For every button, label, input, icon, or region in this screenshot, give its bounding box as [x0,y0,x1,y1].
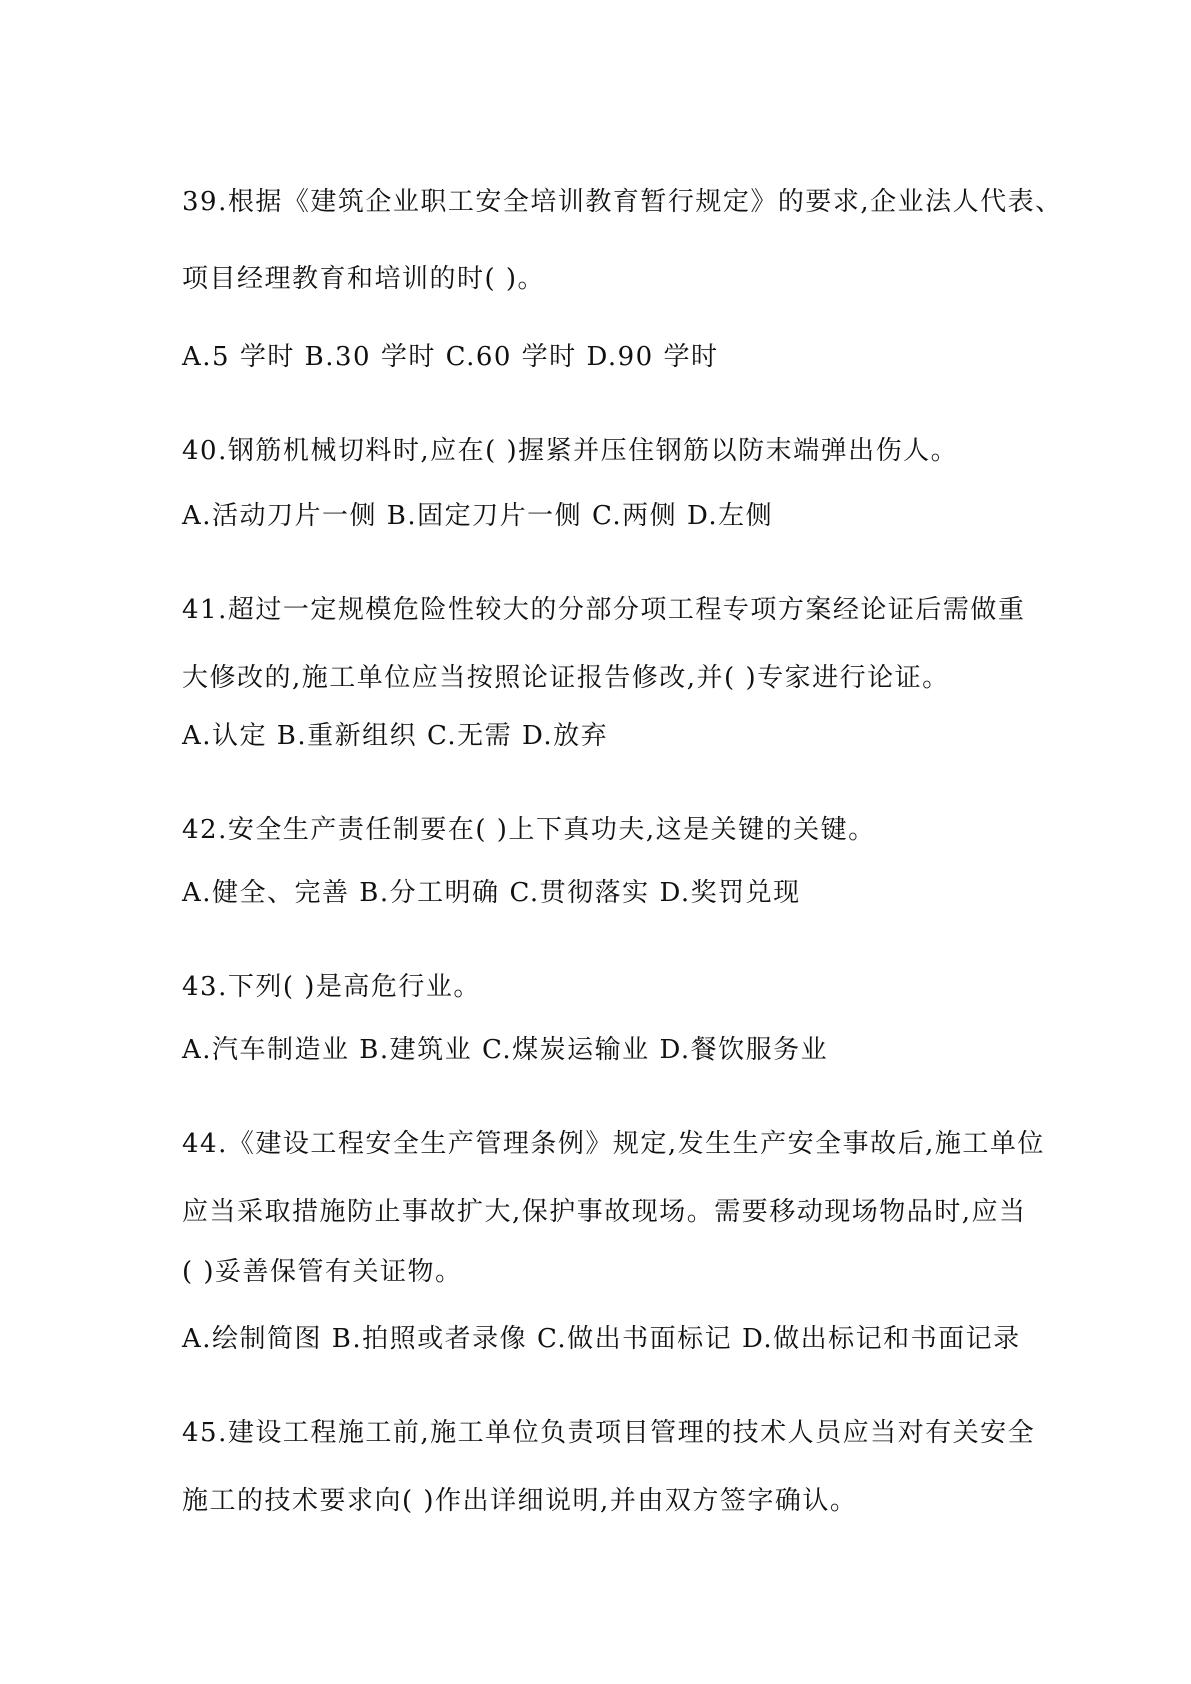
question-40-stem-line-1: 40.钢筋机械切料时,应在( )握紧并压住钢筋以防末端弹出伤人。 [182,436,959,466]
question-44-stem-line-1: 44.《建设工程安全生产管理条例》规定,发生生产安全事故后,施工单位 [182,1129,1045,1159]
question-44-stem-line-2: 应当采取措施防止事故扩大,保护事故现场。需要移动现场物品时,应当 [182,1197,1027,1227]
question-41-options: A.认定 B.重新组织 C.无需 D.放弃 [182,721,609,751]
question-39-stem-line-2: 项目经理教育和培训的时( )。 [182,264,546,294]
question-39-options: A.5 学时 B.30 学时 C.60 学时 D.90 学时 [182,342,719,372]
question-43-stem-line-1: 43.下列( )是高危行业。 [182,972,481,1002]
question-44-options: A.绘制简图 B.拍照或者录像 C.做出书面标记 D.做出标记和书面记录 [182,1324,1021,1354]
question-40-options: A.活动刀片一侧 B.固定刀片一侧 C.两侧 D.左侧 [182,501,774,531]
question-45-stem-line-1: 45.建设工程施工前,施工单位负责项目管理的技术人员应当对有关安全 [182,1418,1036,1448]
question-44-stem-line-3: ( )妥善保管有关证物。 [182,1257,463,1287]
question-39-stem-line-1: 39.根据《建筑企业职工安全培训教育暂行规定》的要求,企业法人代表、 [182,187,1063,217]
question-43-options: A.汽车制造业 B.建筑业 C.煤炭运输业 D.餐饮服务业 [182,1035,829,1065]
question-41-stem-line-2: 大修改的,施工单位应当按照论证报告修改,并( )专家进行论证。 [182,663,950,693]
question-42-options: A.健全、完善 B.分工明确 C.贯彻落实 D.奖罚兑现 [182,878,801,908]
question-45-stem-line-2: 施工的技术要求向( )作出详细说明,并由双方签字确认。 [182,1486,858,1516]
question-42-stem-line-1: 42.安全生产责任制要在( )上下真功夫,这是关键的关键。 [182,815,876,845]
question-41-stem-line-1: 41.超过一定规模危险性较大的分部分项工程专项方案经论证后需做重 [182,595,1026,625]
